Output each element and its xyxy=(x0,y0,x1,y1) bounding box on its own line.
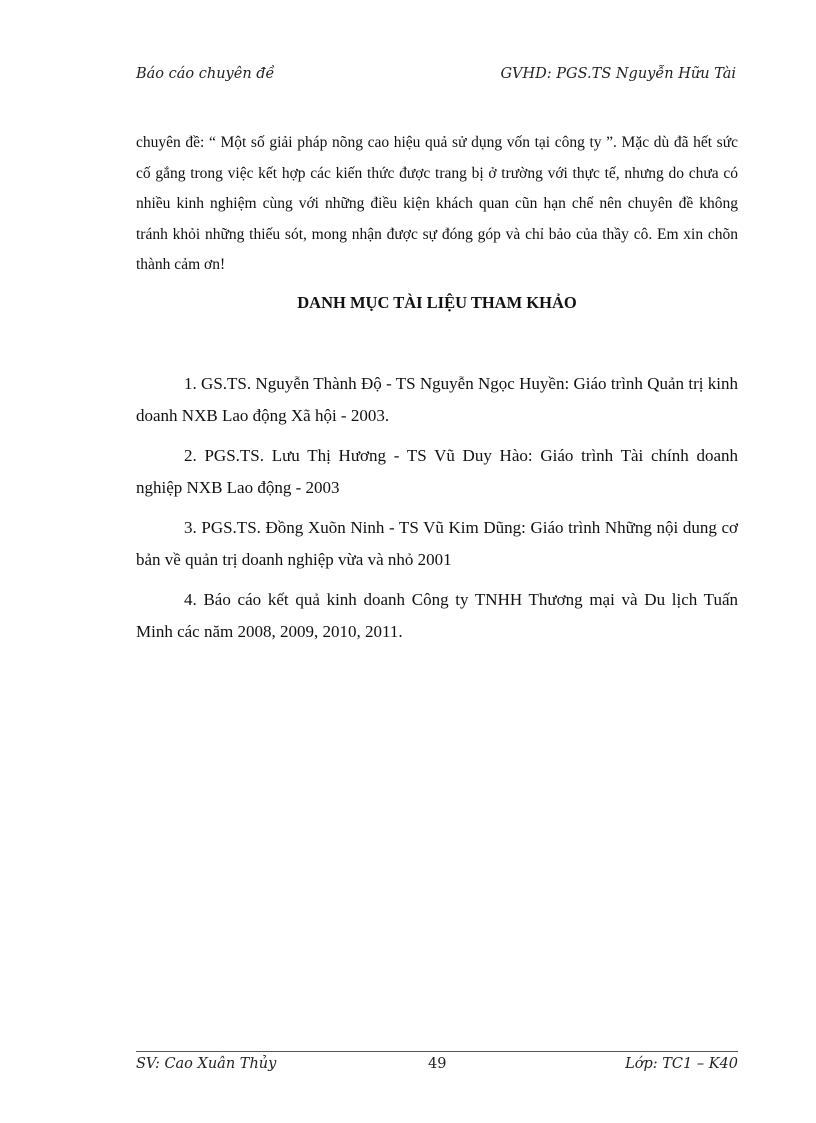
footer-student: SV: Cao Xuân Thủy xyxy=(136,1056,277,1072)
reference-item: 4. Báo cáo kết quả kinh doanh Công ty TNHH Thương mại và Du lịch Tuấn Minh các năm 2008, 2009, 2010, 2011. xyxy=(136,590,738,641)
footer-divider xyxy=(136,1051,738,1052)
reference-item: 2. PGS.TS. Lưu Thị Hương - TS Vũ Duy Hào: Giáo trình Tài chính doanh nghiệp NXB Lao động - 2003 xyxy=(136,446,738,497)
reference-item: 3. PGS.TS. Đồng Xuõn Ninh - TS Vũ Kim Dũng: Giáo trình Những nội dung cơ bản về quản trị doanh nghiệp vừa và nhỏ 2001 xyxy=(136,518,738,569)
page-number: 49 xyxy=(428,1056,447,1072)
references-heading: DANH MỤC TÀI LIỆU THAM KHẢO xyxy=(297,293,577,312)
references-list xyxy=(136,368,738,656)
reference-item: 1. GS.TS. Nguyễn Thành Độ - TS Nguyễn Ngọc Huyền: Giáo trình Quản trị kinh doanh NXB Lao động Xã hội - 2003. xyxy=(136,374,738,425)
header-report-title: Báo cáo chuyên đề xyxy=(136,66,275,82)
footer-class: Lớp: TC1 – K40 xyxy=(625,1056,738,1072)
header-supervisor: GVHD: PGS.TS Nguyễn Hữu Tài xyxy=(500,66,736,82)
closing-paragraph: chuyên đề: “ Một số giải pháp nõng cao hiệu quả sử dụng vốn tại công ty ”. Mặc dù đã hết sức cố gắng trong việc kết hợp các kiến thức được trang bị ở trường với thực tế, nhưng do chưa có nhiều kinh nghiệm cùng với những điều kiện khách quan cũn hạn chế nên chuyên đề không tránh khỏi những thiếu sót, mong nhận được sự đóng góp và chỉ bảo của thầy cô. Em xin chõn thành cảm ơn! xyxy=(136,134,738,273)
